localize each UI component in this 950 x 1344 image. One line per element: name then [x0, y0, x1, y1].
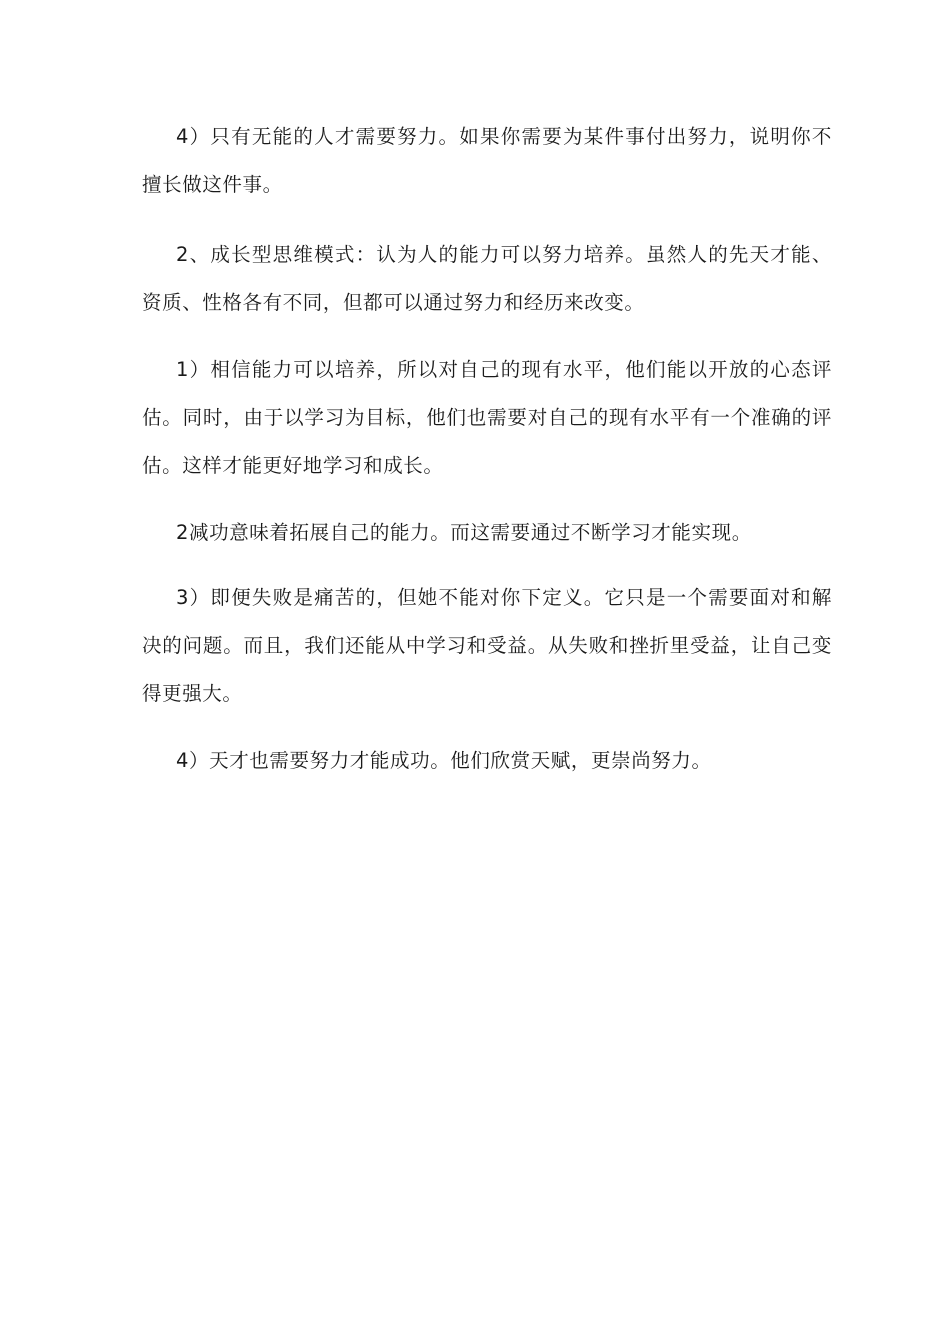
paragraph-ability-cultivated: 1）相信能力可以培养，所以对自己的现有水平，他们能以开放的心态评估。同时，由于以学习为目标，他们也需要对自己的现有水平有一个准确的评估。这样才能更好地学习和成长。 — [142, 358, 832, 477]
paragraph-growth-mindset: 2、成长型思维模式：认为人的能力可以努力培养。虽然人的先天才能、资质、性格各有不同，但都可以通过努力和经历来改变。 — [142, 243, 832, 314]
paragraph-ability-effort: 4）只有无能的人才需要努力。如果你需要为某件事付出努力，说明你不擅长做这件事。 — [142, 125, 832, 196]
paragraph-failure: 3）即便失败是痛苦的，但她不能对你下定义。它只是一个需要面对和解决的问题。而且，我们还能从中学习和受益。从失败和挫折里受益，让自己变得更强大。 — [142, 586, 832, 705]
paragraph-talent-effort: 4）天才也需要努力才能成功。他们欣赏天赋，更崇尚努力。 — [176, 749, 712, 772]
paragraph-expand-ability: 2减功意味着拓展自己的能力。而这需要通过不断学习才能实现。 — [176, 521, 752, 544]
